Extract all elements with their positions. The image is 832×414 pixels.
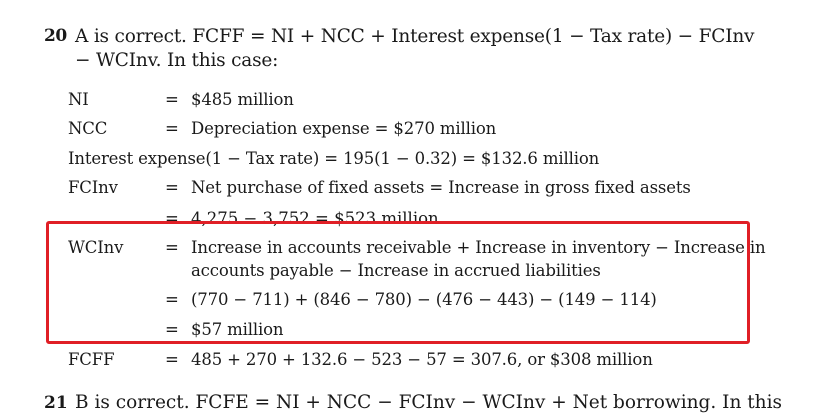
fcff-value: 485 + 270 + 132.6 − 523 − 57 = 307.6, or $308 million	[191, 350, 653, 369]
question-intro: A is correct. FCFF = NI + NCC + Interest expense(1 − Tax rate) − FCInv − WCInv. In this case:	[75, 26, 755, 71]
ni-value: $485 million	[191, 90, 294, 109]
ni-equals: =	[165, 90, 179, 109]
next-question-clip	[0, 392, 832, 413]
ncc-label: NCC	[68, 119, 108, 138]
wcinv-line-2: accounts payable − Increase in accrued liabilities	[191, 261, 601, 280]
ncc-equals: =	[165, 119, 179, 138]
wcinv-line-3: (770 − 711) + (846 − 780) − (476 − 443) − (149 − 114)	[191, 290, 657, 309]
wcinv-label: WCInv	[68, 238, 124, 257]
wcinv-line-1: Increase in accounts receivable + Increase in inventory − Increase in	[191, 238, 766, 257]
fcff-label: FCFF	[68, 350, 115, 369]
next-question-number: 21	[44, 393, 68, 413]
fcinv-cont-equals: =	[165, 209, 179, 228]
ni-label: NI	[68, 90, 89, 109]
fcinv-label: FCInv	[68, 178, 118, 197]
wcinv-equals-1: =	[165, 238, 179, 257]
fcinv-continuation-clip	[0, 207, 832, 228]
question-number: 20	[44, 26, 67, 46]
ncc-value: Depreciation expense = $270 million	[191, 119, 497, 138]
interest-line: Interest expense(1 − Tax rate) = 195(1 − 0.32) = $132.6 million	[68, 149, 600, 168]
wcinv-equals-3: =	[165, 320, 179, 339]
fcff-equals: =	[165, 350, 179, 369]
wcinv-equals-2: =	[165, 290, 179, 309]
fcinv-cont-value: 4,275 − 3,752 = $523 million	[191, 209, 439, 228]
fcinv-value: Net purchase of fixed assets = Increase in gross fixed assets	[191, 178, 691, 197]
next-question-text: B is correct. FCFE = NI + NCC − FCInv − WCInv + Net borrowing. In this	[75, 392, 782, 413]
fcinv-equals: =	[165, 178, 179, 197]
highlight-box	[46, 221, 750, 344]
wcinv-line-4: $57 million	[191, 320, 284, 339]
